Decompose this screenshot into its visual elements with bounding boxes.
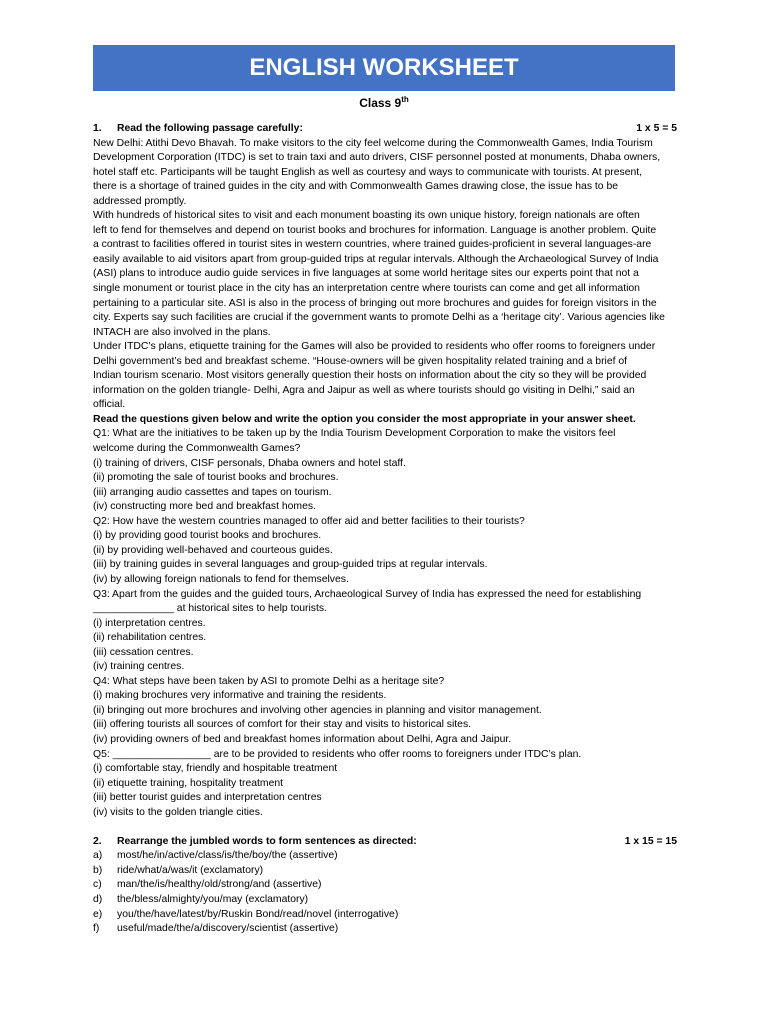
question-line: (iii) by training guides in several languages and group-guided trips at regular intervals.	[93, 559, 488, 571]
jumbled-item	[93, 922, 677, 937]
question-line: (ii) etiquette training, hospitality treatment	[93, 777, 284, 789]
jumbled-sentences-list	[93, 849, 677, 936]
passage-line: New Delhi: Atithi Devo Bhavah. To make visitors to the city feel welcome during the Commonwealth Games, India Tourism	[93, 137, 653, 149]
question-line: (i) making brochures very informative and training the residents.	[93, 690, 387, 702]
question-line: (iii) cessation centres.	[93, 646, 194, 658]
passage-line: Indian tourism scenario. Most visitors generally question their hosts on information about the city so they will be provided	[93, 370, 647, 382]
worksheet-content	[93, 122, 677, 937]
jumbled-item-text: most/he/in/active/class/is/the/boy/the (assertive)	[117, 850, 338, 862]
passage-line: hotel staff etc. Participants will be taught English as well as courtesy and ways to communicate with tourists. At present,	[93, 166, 643, 178]
passage-line: information on the golden triangle- Delhi, Agra and Jaipur as well as where tourists should go visiting in Delhi,” said an	[93, 384, 635, 396]
worksheet-title: ENGLISH WORKSHEET	[249, 54, 519, 81]
reading-passage	[93, 137, 677, 413]
question-line: Q1: What are the initiatives to be taken up by the India Tourism Development Corporation to make the visitors feel	[93, 428, 616, 440]
question-line: (ii) bringing out more brochures and involving other agencies in planning and visitor management.	[93, 704, 542, 716]
passage-line: single monument or tourist place in the city has an interpretation centre where tourists can come and get all information	[93, 283, 640, 295]
jumbled-item-letter: a)	[93, 850, 103, 862]
class-label: Class 9th	[359, 95, 409, 110]
passage-line: there is a shortage of trained guides in the city and with Commonwealth Games drawing close, the issue has to be	[93, 181, 619, 193]
question-2-heading: Rearrange the jumbled words to form sentences as directed:	[117, 835, 417, 847]
question-line: (ii) promoting the sale of tourist books and brochures.	[93, 472, 339, 484]
question-line: Q4: What steps have been taken by ASI to promote Delhi as a heritage site?	[93, 675, 445, 687]
question-1-instruction: Read the questions given below and write the option you consider the most appropriate in your answer sheet.	[93, 413, 636, 425]
question-line: (ii) rehabilitation centres.	[93, 632, 207, 644]
spacer	[93, 820, 677, 835]
jumbled-item	[93, 908, 677, 923]
passage-line: INTACH are also involved in the plans.	[93, 326, 271, 338]
jumbled-item	[93, 893, 677, 908]
jumbled-item	[93, 864, 677, 879]
class-superscript: th	[401, 95, 409, 104]
question-1-heading: Read the following passage carefully:	[117, 123, 303, 134]
passage-line: city. Experts say such facilities are crucial if the government wants to promote Delhi as a ‘heritage city’. Various agencies like	[93, 312, 665, 324]
jumbled-item	[93, 878, 677, 893]
question-line: Q3: Apart from the guides and the guided tours, Archaeological Survey of India has expressed the need for establishing	[93, 588, 642, 600]
jumbled-item-letter: e)	[93, 908, 103, 920]
passage-line: a contrast to facilities offered in tourist sites in western countries, where trained guides-proficient in several languages-are	[93, 239, 652, 251]
question-line: welcome during the Commonwealth Games?	[93, 443, 301, 455]
question-line: (iv) providing owners of bed and breakfast homes information about Delhi, Agra and Jaipur.	[93, 733, 512, 745]
question-line: ______________ at historical sites to help tourists.	[93, 603, 327, 615]
jumbled-item-letter: d)	[93, 893, 103, 905]
question-line: (ii) by providing well-behaved and courteous guides.	[93, 544, 333, 556]
question-line: (iv) by allowing foreign nationals to fend for themselves.	[93, 573, 349, 585]
jumbled-item-letter: c)	[93, 879, 102, 891]
question-2-number: 2.	[93, 835, 102, 847]
question-line: (iii) offering tourists all sources of comfort for their stay and visits to historical sites.	[93, 719, 472, 731]
passage-line: Development Corporation (ITDC) is set to train taxi and auto drivers, CISF personnel posted at monuments, Dhaba owners,	[93, 152, 661, 164]
question-1-marks: 1 x 5 = 5	[636, 123, 677, 134]
jumbled-item-text: useful/made/the/a/discovery/scientist (assertive)	[117, 923, 339, 935]
passage-line: (ASI) plans to introduce audio guide services in five languages at some world heritage sites our experts point that not a	[93, 268, 639, 280]
passage-line: Under ITDC’s plans, etiquette training for the Games will also be provided to residents who offer rooms to foreigners under	[93, 341, 656, 353]
comprehension-questions	[93, 427, 677, 820]
passage-line: left to fend for themselves and depend on tourist books and brochures for information. Language is another problem. Quite	[93, 224, 657, 236]
question-line: Q5: _________________ are to be provided to residents who offer rooms to foreigners under ITDC’s plan.	[93, 748, 582, 760]
question-line: Q2: How have the western countries managed to offer aid and better facilities to their tourists?	[93, 515, 525, 527]
question-line: (i) by providing good tourist books and brochures.	[93, 530, 322, 542]
question-line: (i) comfortable stay, friendly and hospitable treatment	[93, 763, 338, 775]
worksheet-title-banner	[93, 45, 675, 91]
question-line: (iii) better tourist guides and interpretation centres	[93, 792, 322, 804]
passage-line: pertaining to a particular site. ASI is also in the process of bringing out more brochures and guides for foreign visitors in the	[93, 297, 657, 309]
question-line: (iv) constructing more bed and breakfast homes.	[93, 501, 316, 513]
question-2-marks: 1 x 15 = 15	[624, 835, 677, 847]
jumbled-item-text: ride/what/a/was/it (exclamatory)	[117, 864, 264, 876]
question-1-number: 1.	[93, 123, 102, 134]
question-2-header	[93, 835, 677, 850]
passage-line: Delhi government’s bed and breakfast scheme. “House-owners will be given hospitality related training and a brief of	[93, 355, 628, 367]
question-line: (i) interpretation centres.	[93, 617, 206, 629]
jumbled-item	[93, 849, 677, 864]
jumbled-item-letter: b)	[93, 864, 103, 876]
jumbled-item-letter: f)	[93, 923, 100, 935]
jumbled-item-text: man/the/is/healthy/old/strong/and (assertive)	[117, 879, 322, 891]
question-line: (iv) visits to the golden triangle cities.	[93, 806, 263, 818]
passage-line: official.	[93, 399, 126, 411]
jumbled-item-text: you/the/have/latest/by/Ruskin Bond/read/novel (interrogative)	[117, 908, 399, 920]
question-line: (i) training of drivers, CISF personals, Dhaba owners and hotel staff.	[93, 457, 406, 469]
passage-line: With hundreds of historical sites to visit and each monument boasting its own unique history, foreign nationals are often	[93, 210, 640, 222]
question-1-header	[93, 122, 677, 137]
question-line: (iii) arranging audio cassettes and tapes on tourism.	[93, 486, 332, 498]
passage-line: addressed promptly.	[93, 195, 187, 207]
jumbled-item-text: the/bless/almighty/you/may (exclamatory)	[117, 893, 309, 905]
question-line: (iv) training centres.	[93, 661, 185, 673]
passage-line: easily available to aid visitors apart from group-guided trips at regular intervals. Although the Archaeological Survey of India	[93, 253, 659, 265]
